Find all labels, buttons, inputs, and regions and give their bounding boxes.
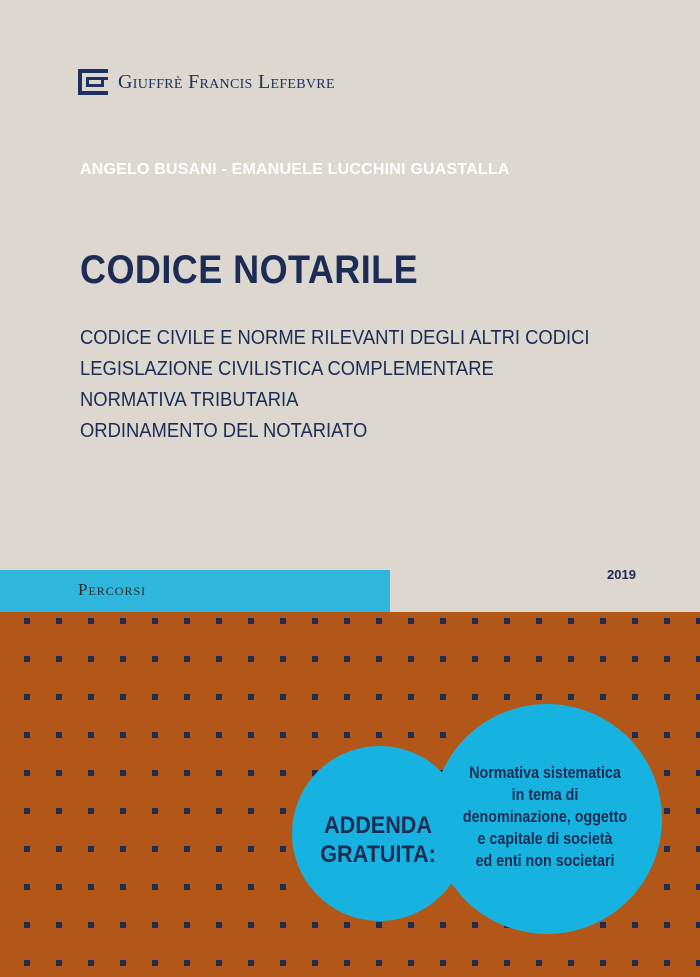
pattern-dot <box>24 922 30 928</box>
pattern-dot <box>344 960 350 966</box>
pattern-dot <box>664 732 670 738</box>
pattern-dot <box>440 694 446 700</box>
pattern-dot <box>56 922 62 928</box>
pattern-dot <box>152 656 158 662</box>
pattern-dot <box>184 770 190 776</box>
pattern-dot <box>216 808 222 814</box>
pattern-dot <box>536 960 542 966</box>
pattern-dot <box>88 656 94 662</box>
pattern-dot <box>280 922 286 928</box>
pattern-dot <box>152 694 158 700</box>
pattern-dot <box>88 960 94 966</box>
pattern-dot <box>88 732 94 738</box>
pattern-dot <box>632 732 638 738</box>
pattern-dot <box>184 656 190 662</box>
pattern-dot <box>216 618 222 624</box>
pattern-dot <box>312 694 318 700</box>
pattern-dot <box>88 884 94 890</box>
pattern-dot <box>120 846 126 852</box>
pattern-dot <box>152 618 158 624</box>
pattern-dot <box>664 884 670 890</box>
pattern-dot <box>696 960 700 966</box>
pattern-dot <box>248 846 254 852</box>
subtitle-line: CODICE CIVILE E NORME RILEVANTI DEGLI ALTRI CODICI <box>80 327 590 349</box>
pattern-dot <box>408 732 414 738</box>
pattern-dot <box>248 884 254 890</box>
pattern-dot <box>88 694 94 700</box>
pattern-dot <box>312 618 318 624</box>
pattern-dot <box>408 694 414 700</box>
pattern-dot <box>536 656 542 662</box>
pattern-dot <box>696 770 700 776</box>
pattern-dot <box>536 618 542 624</box>
pattern-dot <box>696 618 700 624</box>
addenda-heading <box>319 811 438 869</box>
pattern-dot <box>664 808 670 814</box>
pattern-dot <box>24 884 30 890</box>
pattern-dot <box>472 694 478 700</box>
pattern-dot <box>184 846 190 852</box>
pattern-dot <box>24 732 30 738</box>
pattern-dot <box>568 960 574 966</box>
pattern-dot <box>56 884 62 890</box>
pattern-dot <box>664 618 670 624</box>
pattern-dot <box>184 618 190 624</box>
pattern-dot <box>280 618 286 624</box>
pattern-dot <box>88 618 94 624</box>
pattern-dot <box>280 808 286 814</box>
pattern-dot <box>24 960 30 966</box>
pattern-dot <box>600 656 606 662</box>
pattern-dot <box>568 656 574 662</box>
pattern-dot <box>408 656 414 662</box>
series-label: Percorsi <box>78 580 147 599</box>
pattern-dot <box>88 770 94 776</box>
pattern-dot <box>440 618 446 624</box>
pattern-dot <box>632 618 638 624</box>
pattern-dot <box>344 694 350 700</box>
pattern-dot <box>184 694 190 700</box>
pattern-dot <box>248 732 254 738</box>
pattern-dot <box>280 694 286 700</box>
pattern-dot <box>120 770 126 776</box>
pattern-dot <box>120 732 126 738</box>
pattern-dot <box>216 732 222 738</box>
pattern-dot <box>312 922 318 928</box>
pattern-dot <box>24 846 30 852</box>
addenda-description <box>461 762 629 872</box>
pattern-dot <box>600 694 606 700</box>
pattern-dot <box>184 884 190 890</box>
pattern-dot <box>632 922 638 928</box>
pattern-dot <box>152 846 158 852</box>
addenda-desc-line: denominazione, oggetto <box>462 807 628 826</box>
subtitle-line: ORDINAMENTO DEL NOTARIATO <box>80 420 368 442</box>
pattern-dot <box>568 694 574 700</box>
pattern-dot <box>408 922 414 928</box>
pattern-dot <box>88 922 94 928</box>
pattern-dot <box>152 884 158 890</box>
pattern-dot <box>216 694 222 700</box>
pattern-dot <box>472 618 478 624</box>
subtitle-list <box>80 323 634 447</box>
pattern-dot <box>440 732 446 738</box>
pattern-dot <box>376 656 382 662</box>
pattern-dot <box>312 732 318 738</box>
pattern-dot <box>120 960 126 966</box>
pattern-dot <box>120 618 126 624</box>
pattern-dot <box>120 884 126 890</box>
addenda-desc-line: ed enti non societari <box>475 851 615 870</box>
pattern-dot <box>376 922 382 928</box>
pattern-dot <box>24 770 30 776</box>
addenda-desc-line: in tema di <box>511 785 579 804</box>
pattern-dot <box>600 922 606 928</box>
pattern-dot <box>248 618 254 624</box>
pattern-dot <box>312 656 318 662</box>
book-title: CODICE NOTARILE <box>80 248 419 292</box>
pattern-dot <box>152 770 158 776</box>
addenda-desc-line: e capitale di società <box>477 829 613 848</box>
pattern-dot <box>184 922 190 928</box>
pattern-dot <box>184 732 190 738</box>
pattern-dot <box>600 960 606 966</box>
pattern-dot <box>216 922 222 928</box>
pattern-dot <box>248 770 254 776</box>
pattern-dot <box>184 960 190 966</box>
publisher-logo <box>78 69 335 95</box>
pattern-dot <box>504 656 510 662</box>
pattern-dot <box>408 618 414 624</box>
addenda-line: GRATUITA: <box>320 841 436 868</box>
pattern-dot <box>696 922 700 928</box>
publisher-logo-icon <box>78 69 108 95</box>
pattern-dot <box>88 846 94 852</box>
pattern-dot <box>56 960 62 966</box>
pattern-dot <box>216 770 222 776</box>
pattern-dot <box>56 846 62 852</box>
pattern-dot <box>664 846 670 852</box>
pattern-dot <box>88 808 94 814</box>
pattern-dot <box>472 656 478 662</box>
pattern-dot <box>440 922 446 928</box>
pattern-dot <box>24 618 30 624</box>
pattern-dot <box>280 846 286 852</box>
pattern-dot <box>248 656 254 662</box>
pattern-dot <box>632 694 638 700</box>
addenda-desc-line: Normativa sistematica <box>469 763 621 782</box>
pattern-dot <box>696 846 700 852</box>
pattern-dot <box>120 694 126 700</box>
pattern-dot <box>280 960 286 966</box>
pattern-dot <box>664 656 670 662</box>
pattern-dot <box>152 808 158 814</box>
pattern-dot <box>344 732 350 738</box>
pattern-dot <box>568 618 574 624</box>
publisher-name: Giuffrè Francis Lefebvre <box>118 70 335 93</box>
addenda-line: ADDENDA <box>324 812 432 839</box>
pattern-dot <box>696 884 700 890</box>
pattern-dot <box>600 618 606 624</box>
pattern-dot <box>56 770 62 776</box>
pattern-dot <box>696 656 700 662</box>
pattern-dot <box>536 694 542 700</box>
pattern-dot <box>472 960 478 966</box>
pattern-dot <box>504 618 510 624</box>
pattern-dot <box>664 770 670 776</box>
pattern-dot <box>376 732 382 738</box>
pattern-dot <box>376 618 382 624</box>
series-band <box>0 570 390 612</box>
pattern-dot <box>632 656 638 662</box>
pattern-dot <box>440 960 446 966</box>
pattern-dot <box>312 960 318 966</box>
pattern-dot <box>280 656 286 662</box>
pattern-dot <box>696 808 700 814</box>
pattern-dot <box>664 694 670 700</box>
publication-year: 2019 <box>607 567 636 582</box>
pattern-dot <box>56 808 62 814</box>
pattern-dot <box>248 922 254 928</box>
pattern-dot <box>280 770 286 776</box>
pattern-dot <box>344 656 350 662</box>
pattern-dot <box>632 960 638 966</box>
pattern-dot <box>216 656 222 662</box>
pattern-dot <box>216 884 222 890</box>
pattern-dot <box>56 732 62 738</box>
pattern-dot <box>440 656 446 662</box>
authors: ANGELO BUSANI - EMANUELE LUCCHINI GUASTALLA <box>80 161 510 178</box>
pattern-dot <box>120 808 126 814</box>
pattern-dot <box>376 960 382 966</box>
pattern-dot <box>696 732 700 738</box>
pattern-dot <box>184 808 190 814</box>
pattern-dot <box>56 618 62 624</box>
pattern-dot <box>56 656 62 662</box>
pattern-dot <box>24 656 30 662</box>
pattern-dot <box>664 960 670 966</box>
pattern-dot <box>56 694 62 700</box>
pattern-dot <box>24 808 30 814</box>
pattern-dot <box>472 922 478 928</box>
pattern-dot <box>504 960 510 966</box>
pattern-dot <box>24 694 30 700</box>
pattern-dot <box>344 618 350 624</box>
pattern-dot <box>152 732 158 738</box>
pattern-dot <box>280 884 286 890</box>
pattern-dot <box>216 846 222 852</box>
pattern-dot <box>248 694 254 700</box>
pattern-dot <box>248 960 254 966</box>
pattern-dot <box>280 732 286 738</box>
pattern-dot <box>120 656 126 662</box>
pattern-dot <box>120 922 126 928</box>
pattern-dot <box>152 960 158 966</box>
pattern-dot <box>696 694 700 700</box>
pattern-dot <box>376 694 382 700</box>
pattern-dot <box>664 922 670 928</box>
pattern-dot <box>152 922 158 928</box>
pattern-dot <box>408 960 414 966</box>
pattern-dot <box>216 960 222 966</box>
pattern-dot <box>248 808 254 814</box>
pattern-dot <box>344 922 350 928</box>
subtitle-line: NORMATIVA TRIBUTARIA <box>80 389 299 411</box>
pattern-dot <box>504 694 510 700</box>
subtitle-line: LEGISLAZIONE CIVILISTICA COMPLEMENTARE <box>80 358 494 380</box>
